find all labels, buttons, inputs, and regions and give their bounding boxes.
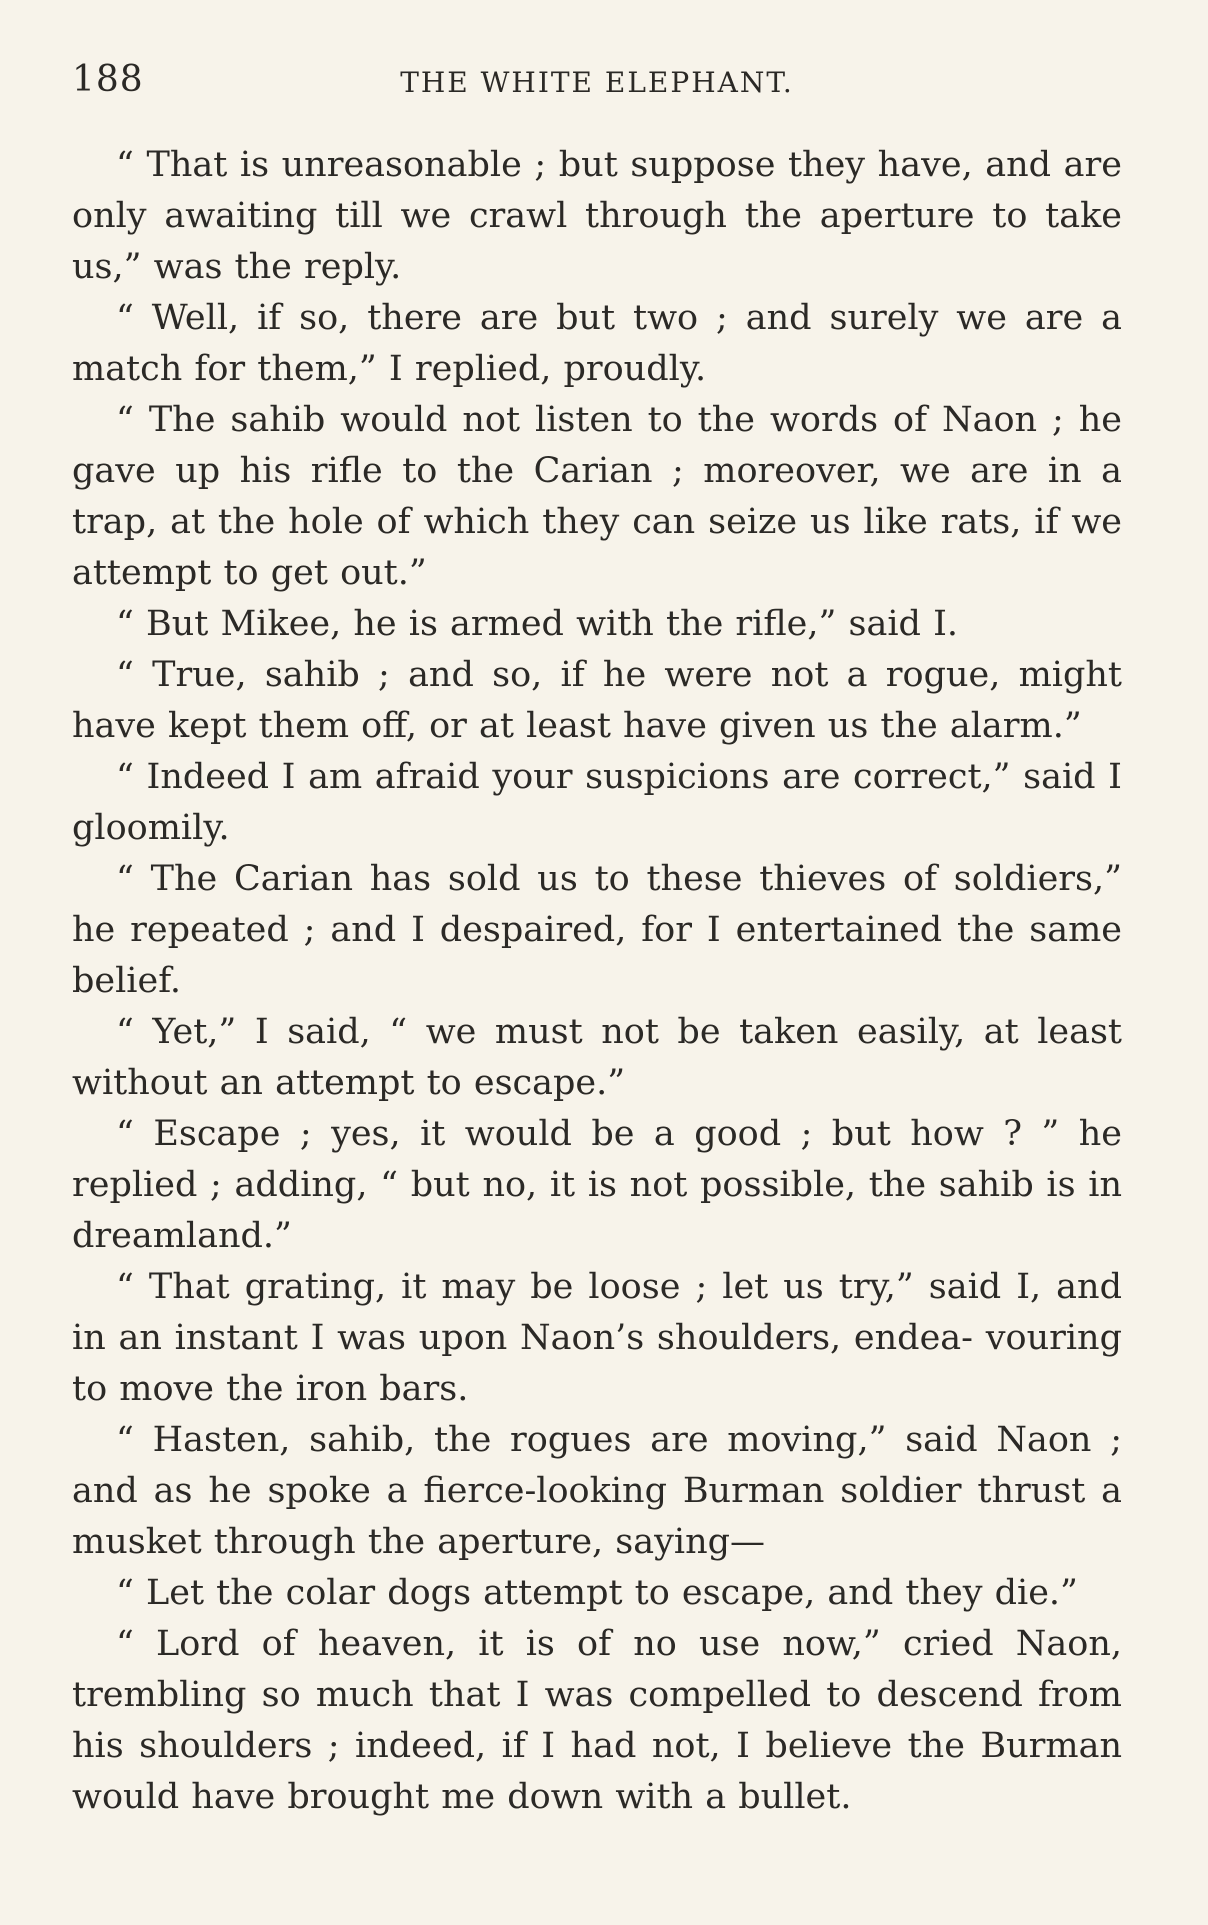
paragraph: “ That grating, it may be loose ; let us try,” said I, and in an instant I was upon Naon’s shoulders, endea- vouring to move the iron bars. bbox=[72, 1267, 1122, 1409]
paragraph: “ The Carian has sold us to these thieves of soldiers,” he repeated ; and I despaired, for I entertained the same belief. bbox=[72, 859, 1122, 1001]
paragraph: “ Indeed I am afraid your suspicions are correct,” said I gloomily. bbox=[72, 757, 1122, 848]
page-number: 188 bbox=[72, 59, 144, 100]
paragraph: “ The sahib would not listen to the words of Naon ; he gave up his rifle to the Carian ; moreover, we are in a trap, at the hole of which they can seize us like rats, if we attempt to get out.” bbox=[72, 400, 1122, 593]
paragraph: “ Lord of heaven, it is of no use now,” cried Naon, trembling so much that I was compelled to descend from his shoulders ; indeed, if I had not, I believe the Burman would have brought me down with a bullet. bbox=[72, 1624, 1122, 1817]
paragraph: “ Well, if so, there are but two ; and surely we are a match for them,” I replied, proudly. bbox=[72, 298, 1122, 389]
paragraph: “ That is unreasonable ; but suppose they have, and are only awaiting till we crawl through the aperture to take us,” was the reply. bbox=[72, 145, 1122, 287]
paragraph: “ Let the colar dogs attempt to escape, and they die.” bbox=[116, 1573, 1078, 1613]
page-body bbox=[72, 140, 1122, 1823]
paragraph: “ True, sahib ; and so, if he were not a rogue, might have kept them off, or at least have given us the alarm.” bbox=[72, 655, 1122, 746]
paragraph: “ Hasten, sahib, the rogues are moving,” said Naon ; and as he spoke a fierce-looking Burman soldier thrust a musket through the aperture, saying— bbox=[72, 1420, 1122, 1562]
paragraph: “ But Mikee, he is armed with the rifle,” said I. bbox=[116, 604, 959, 644]
running-title: THE WHITE ELEPHANT. bbox=[400, 66, 794, 99]
paragraph: “ Yet,” I said, “ we must not be taken easily, at least without an attempt to escape.” bbox=[72, 1012, 1122, 1103]
page-header bbox=[72, 50, 1122, 110]
paragraph: “ Escape ; yes, it would be a good ; but how ? ” he replied ; adding, “ but no, it is not possible, the sahib is in dreamland.” bbox=[72, 1114, 1122, 1256]
